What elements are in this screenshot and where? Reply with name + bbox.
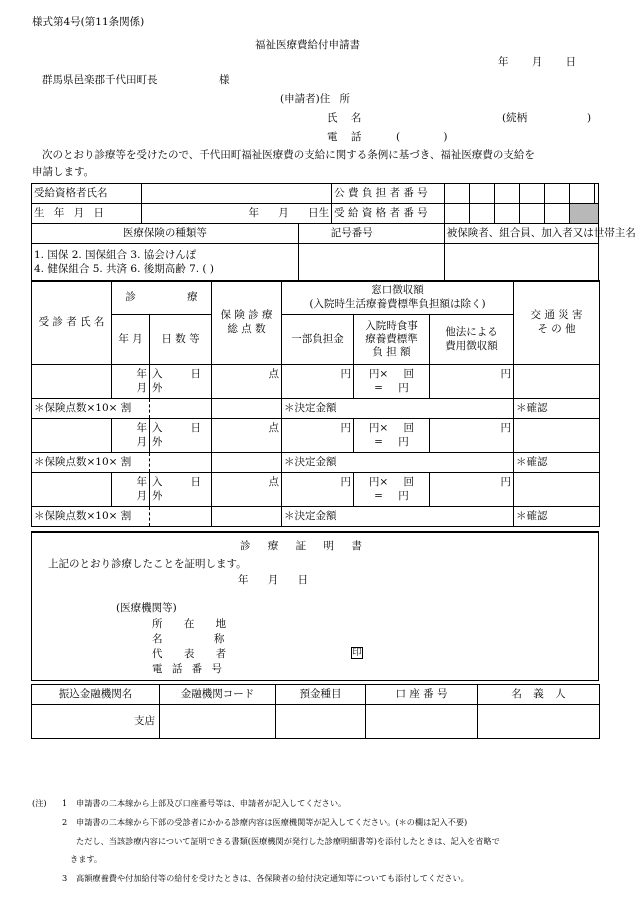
meal-field[interactable]: 円× 回 = 円 [354, 473, 430, 507]
certificate-title: 診 療 証 明 書 [240, 540, 362, 552]
payer-digit[interactable] [519, 184, 544, 204]
intro-text: 次のとおり診療等を受けたので、千代田町福祉医療費の支給に関する条例に基づき、福祉医療費の支給を [42, 149, 535, 161]
phone-label[interactable]: 電 話 番 号 [152, 663, 223, 675]
decided-amount: ＊決定金額 [282, 399, 514, 419]
calc-field [150, 507, 212, 527]
copay-field[interactable]: 円 [282, 473, 354, 507]
points-field[interactable]: 点 [212, 419, 282, 453]
meal-header: 入院時食事 療養費標準 負 担 額 [354, 315, 430, 365]
note-2: 申請書の二本線から下部の受診者にかかる診療内容は医療機関等が記入してください。(＊の欄は記入不要) [76, 817, 468, 827]
calc-label: ＊保険点数×10× 割 [32, 399, 150, 419]
applicant-name-label[interactable]: 氏 名 [327, 112, 362, 124]
note-2-cont2: きます。 [70, 854, 103, 864]
note-3-num: 3 [62, 873, 68, 883]
applicant-address-label[interactable]: (申請者)住 所 [280, 93, 351, 105]
days-header: 日 数 等 [150, 315, 212, 365]
other-field[interactable]: 円 [430, 365, 514, 399]
recipient-digit[interactable] [544, 204, 569, 224]
meal-field[interactable]: 円× 回 = 円 [354, 419, 430, 453]
note-1-num: 1 [62, 798, 68, 808]
patient-name-field[interactable] [32, 419, 112, 453]
insurance-points-header: 保 険 診 療 総 点 数 [212, 281, 282, 365]
other-field[interactable]: 円 [430, 419, 514, 453]
treatment-header: 診 療 [112, 281, 212, 315]
insured-name-label: 被保険者、組合員、加入者又は世帯主名 [444, 224, 598, 244]
symbol-no-label: 記号番号 [298, 224, 444, 244]
certificate-statement: 上記のとおり診療したことを証明します。 [48, 558, 247, 570]
treatment-table [31, 280, 600, 527]
recipient-digit[interactable] [444, 204, 469, 224]
insurance-options[interactable]: 1. 国保 2. 国保組合 3. 協会けんぽ 4. 健保組合 5. 共済 6. 後期高齢 7. ( ) [32, 244, 299, 282]
decided-amount: ＊決定金額 [282, 453, 514, 473]
year-month-field[interactable]: 年 月 [112, 473, 150, 507]
recipient-no-label: 受 給 資 格 者 番 号 [332, 204, 445, 224]
bank-code-field[interactable] [160, 705, 276, 739]
calc-field [150, 399, 212, 419]
calc-spacer [212, 399, 282, 419]
recipient-name-field[interactable] [142, 184, 332, 204]
calc-label: ＊保険点数×10× 割 [32, 453, 150, 473]
bank-table [31, 684, 600, 739]
note-1: 申請書の二本線から上部及び口座番号等は、申請者が記入してください。 [76, 798, 347, 808]
public-payer-no-label: 公 費 負 担 者 番 号 [332, 184, 445, 204]
payer-digit[interactable] [494, 184, 519, 204]
patient-name-field[interactable] [32, 473, 112, 507]
days-field[interactable]: 入 日 外 [150, 365, 212, 399]
points-field[interactable]: 点 [212, 473, 282, 507]
days-field[interactable]: 入 日 外 [150, 419, 212, 453]
confirm-label: ＊確認 [514, 507, 600, 527]
intro-text-cont: 申請します。 [32, 166, 95, 178]
insurance-type-label: 医療保険の種類等 [32, 224, 299, 244]
form-number: 様式第4号(第11条関係) [32, 16, 145, 28]
birth-date-field[interactable]: 年 月 日生 [142, 204, 332, 224]
insured-name-field[interactable] [444, 244, 598, 282]
recipient-info-table [31, 183, 636, 282]
note-3: 高額療養費や付加給付等の給付を受けたときは、各保険者の給付決定通知等についても添付してください。 [76, 873, 469, 883]
confirm-label: ＊確認 [514, 399, 600, 419]
account-no-field[interactable] [366, 705, 478, 739]
payer-digit[interactable] [569, 184, 594, 204]
holder-header: 名 義 人 [478, 685, 600, 705]
page-title: 福祉医療費給付申請書 [255, 39, 360, 51]
date-field[interactable]: 年 月 日 [498, 56, 580, 68]
patient-name-field[interactable] [32, 365, 112, 399]
applicant-phone-field[interactable]: ( ) [396, 131, 448, 143]
representative-label[interactable]: 代 表 者 [152, 648, 227, 660]
year-month-field[interactable]: 年 月 [112, 419, 150, 453]
applicant-relation-close: ) [587, 112, 592, 124]
patient-name-header: 受 診 者 氏 名 [32, 281, 112, 365]
payer-digit[interactable] [469, 184, 494, 204]
days-field[interactable]: 入 日 外 [150, 473, 212, 507]
addressee: 群馬県邑楽郡千代田町長 [42, 74, 158, 86]
note-2-num: 2 [62, 817, 68, 827]
calc-spacer [212, 507, 282, 527]
meal-field[interactable]: 円× 回 = 円 [354, 365, 430, 399]
account-no-header: 口 座 番 号 [366, 685, 478, 705]
bank-code-header: 金融機関コード [160, 685, 276, 705]
traffic-field[interactable] [514, 365, 600, 399]
points-field[interactable]: 点 [212, 365, 282, 399]
location-label[interactable]: 所 在 地 [152, 618, 227, 630]
recipient-digit[interactable] [469, 204, 494, 224]
recipient-digit[interactable] [494, 204, 519, 224]
birth-date-label: 生 年 月 日 [32, 204, 142, 224]
payer-digit[interactable] [444, 184, 469, 204]
bank-branch-field[interactable]: 支店 [32, 705, 160, 739]
applicant-relation-label[interactable]: (続柄 [502, 112, 528, 124]
traffic-field[interactable] [514, 419, 600, 453]
year-month-header: 年 月 [112, 315, 150, 365]
calc-spacer [212, 453, 282, 473]
calc-field [150, 453, 212, 473]
name-label[interactable]: 名 称 [152, 633, 225, 645]
deposit-type-field[interactable] [276, 705, 366, 739]
copay-field[interactable]: 円 [282, 419, 354, 453]
symbol-no-field[interactable] [298, 244, 444, 282]
recipient-name-label: 受給資格者氏名 [32, 184, 142, 204]
bank-institution-header: 振込金融機関名 [32, 685, 160, 705]
recipient-digit-shaded [569, 204, 598, 224]
seal-icon: 印 [352, 648, 362, 658]
confirm-label: ＊確認 [514, 453, 600, 473]
window-total-header: 窓口徴収額 (入院時生活療養費標準負担額は除く) [282, 281, 514, 315]
deposit-type-header: 預金種目 [276, 685, 366, 705]
institution-label: (医療機関等) [116, 602, 177, 614]
traffic-header: 交 通 災 害 そ の 他 [514, 281, 600, 365]
note-2-cont: ただし、当該診療内容について証明できる書類(医療機関が発行した診療明細書等)を添付したときは、記入を省略で [76, 836, 500, 846]
copay-header: 一部負担金 [282, 315, 354, 365]
decided-amount: ＊決定金額 [282, 507, 514, 527]
holder-field[interactable] [478, 705, 600, 739]
other-field[interactable]: 円 [430, 473, 514, 507]
applicant-phone-label[interactable]: 電 話 [327, 131, 362, 143]
payer-digit[interactable] [544, 184, 569, 204]
addressee-suffix: 様 [219, 74, 230, 86]
calc-label: ＊保険点数×10× 割 [32, 507, 150, 527]
notes-label: (注) [32, 798, 47, 808]
copay-field[interactable]: 円 [282, 365, 354, 399]
recipient-digit[interactable] [519, 204, 544, 224]
year-month-field[interactable]: 年 月 [112, 365, 150, 399]
traffic-field[interactable] [514, 473, 600, 507]
certificate-date[interactable]: 年 月 日 [238, 574, 309, 586]
payer-digit[interactable] [594, 184, 598, 204]
other-header: 他法による 費用徴収額 [430, 315, 514, 365]
